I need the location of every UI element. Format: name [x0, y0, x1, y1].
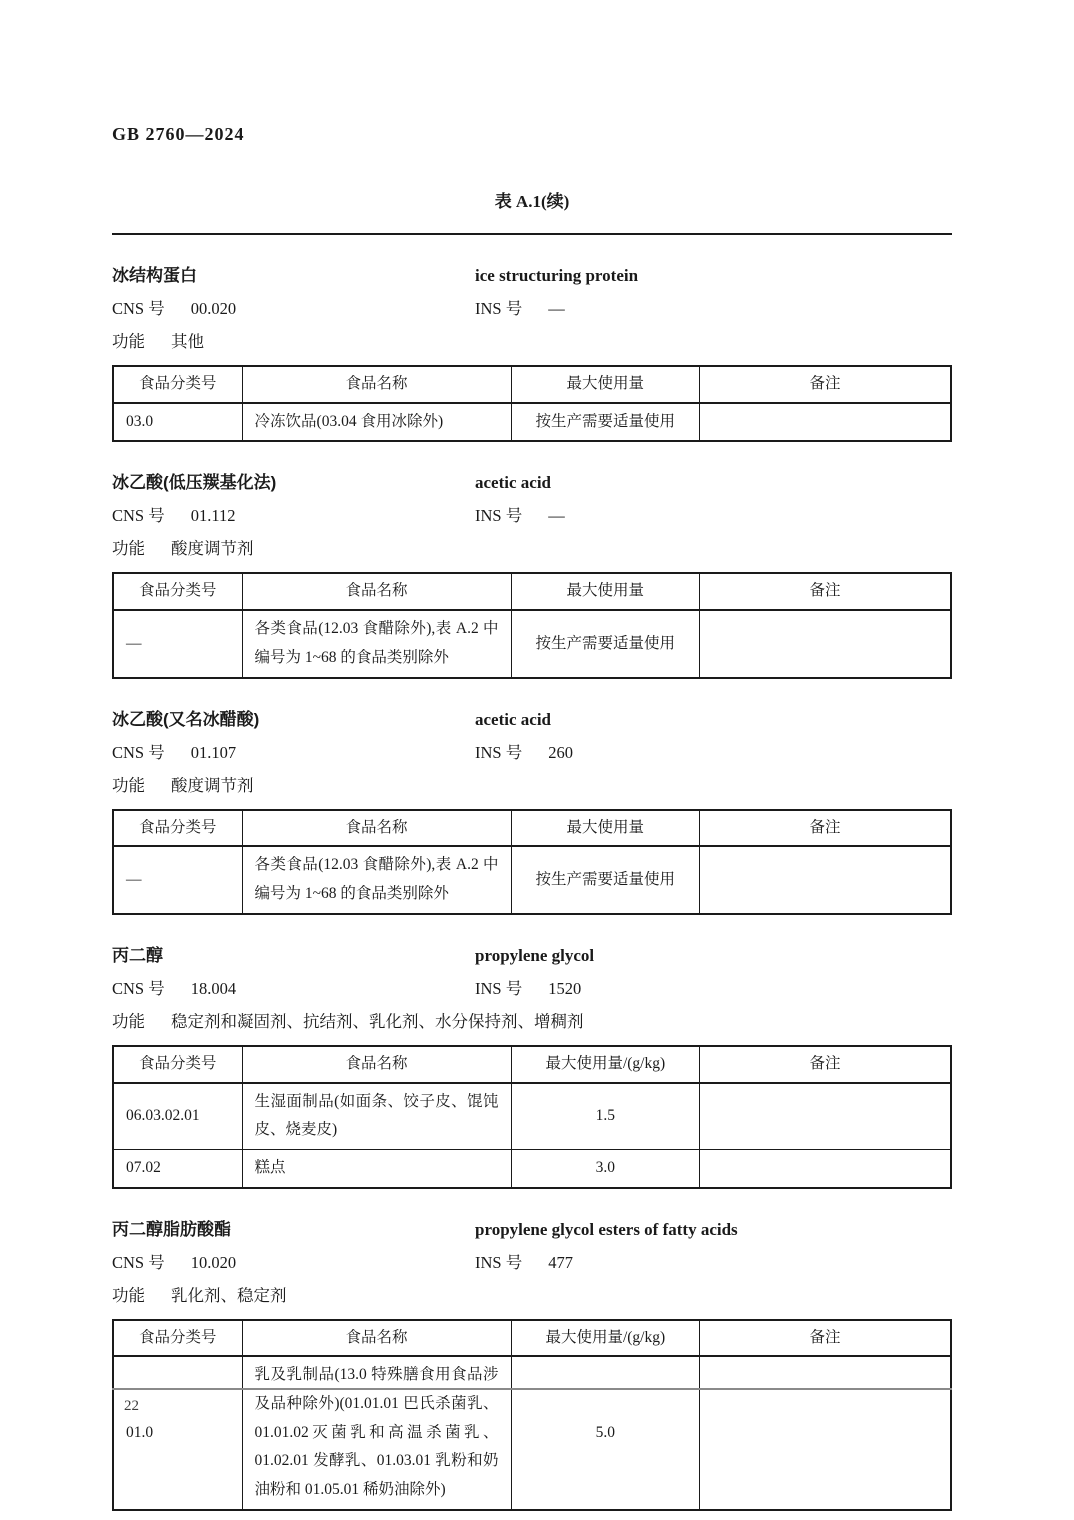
cns-line	[112, 502, 475, 526]
usage-table	[112, 1045, 952, 1189]
additive-section-propylene-glycol	[112, 941, 952, 1189]
function-label: 功能	[112, 332, 145, 351]
cns-value: 00.020	[190, 299, 237, 318]
cns-value: 01.107	[190, 742, 237, 762]
cell-max-usage: 按生产需要适量使用	[511, 846, 700, 913]
cell-category: —	[113, 610, 242, 677]
table-row	[113, 846, 951, 913]
usage-table	[112, 365, 952, 442]
header-food-name: 食品名称	[242, 810, 511, 847]
cell-food-name: 乳及乳制品(13.0 特殊膳食用食品涉及品种除外)(01.01.01 巴氏杀菌乳、01.01.02灭菌乳和高温杀菌乳、01.02.01 发酵乳、01.03.01 乳粉和奶油粉和 01.05.01 稀奶油除外)	[242, 1356, 511, 1509]
table-row	[113, 1149, 951, 1187]
cell-note	[700, 403, 951, 442]
header-note: 备注	[700, 1046, 951, 1083]
cell-max-usage: 按生产需要适量使用	[511, 610, 700, 677]
cell-food-name: 各类食品(12.03 食醋除外),表 A.2 中编号为 1~68 的食品类别除外	[242, 846, 511, 913]
cns-value: 18.004	[190, 978, 237, 998]
additive-section-glacial-acetic-acid	[112, 705, 952, 915]
function-line	[112, 535, 952, 559]
additive-name-en: propylene glycol esters of fatty acids	[475, 1219, 738, 1239]
cell-max-usage: 按生产需要适量使用	[511, 403, 700, 442]
usage-table	[112, 572, 952, 678]
additive-section-ice-structuring-protein	[112, 261, 952, 442]
ins-value: 260	[548, 742, 573, 762]
header-food-category: 食品分类号	[113, 573, 242, 610]
additive-name-en: ice structuring protein	[475, 266, 639, 285]
cell-category: —	[113, 846, 242, 913]
header-food-category: 食品分类号	[113, 810, 242, 847]
function-label: 功能	[112, 1011, 145, 1031]
header-food-category: 食品分类号	[113, 1320, 242, 1357]
additive-name-cn: 冰乙酸(低压羰基化法)	[112, 473, 277, 493]
page-content	[112, 0, 952, 1511]
header-food-category: 食品分类号	[113, 366, 242, 403]
title-rule	[112, 233, 952, 235]
header-max-usage: 最大使用量	[511, 810, 700, 847]
page-number: 22	[124, 1398, 139, 1414]
additive-name-en: acetic acid	[475, 709, 551, 729]
cell-note	[700, 1149, 951, 1187]
cell-food-name: 冷冻饮品(03.04 食用冰除外)	[242, 403, 511, 442]
header-max-usage: 最大使用量	[511, 573, 700, 610]
additive-name-en: propylene glycol	[475, 945, 595, 965]
cns-line	[112, 1249, 475, 1273]
cns-line	[112, 975, 475, 999]
cell-max-usage: 5.0	[511, 1356, 700, 1509]
ins-value: —	[548, 506, 565, 526]
function-line	[112, 328, 952, 352]
function-value: 其他	[171, 332, 204, 351]
ins-value: 477	[548, 1252, 573, 1272]
function-line	[112, 1008, 952, 1032]
table-row	[113, 1083, 951, 1150]
header-food-category: 食品分类号	[113, 1046, 242, 1083]
additive-section-acetic-acid-carbonylation	[112, 468, 952, 678]
cell-note	[700, 610, 951, 677]
standard-number: GB 2760—2024	[112, 124, 245, 144]
header-food-name: 食品名称	[242, 1046, 511, 1083]
ins-line	[475, 502, 952, 526]
additive-name-cn: 冰结构蛋白	[112, 266, 197, 285]
table-row	[113, 610, 951, 677]
additive-name-cn: 丙二醇脂肪酸酯	[112, 1219, 231, 1239]
header-max-usage: 最大使用量/(g/kg)	[511, 1046, 700, 1083]
header-max-usage: 最大使用量	[511, 366, 700, 403]
header-max-usage: 最大使用量/(g/kg)	[511, 1320, 700, 1357]
table-header-row	[113, 1320, 951, 1357]
footer-rule	[112, 1388, 952, 1390]
additive-name-en: acetic acid	[475, 473, 551, 493]
table-header-row	[113, 1046, 951, 1083]
table-row	[113, 1356, 951, 1509]
cns-label: CNS 号	[112, 1252, 165, 1272]
cns-label: CNS 号	[112, 299, 165, 318]
cell-food-name: 糕点	[242, 1149, 511, 1187]
function-label: 功能	[112, 1285, 145, 1305]
additive-name-cn: 丙二醇	[112, 945, 163, 965]
cell-category: 07.02	[113, 1149, 242, 1187]
additive-name-cn: 冰乙酸(又名冰醋酸)	[112, 709, 260, 729]
cell-category: 03.0	[113, 403, 242, 442]
function-value: 稳定剂和凝固剂、抗结剂、乳化剂、水分保持剂、增稠剂	[171, 1011, 584, 1031]
cns-line	[112, 739, 475, 763]
header-food-name: 食品名称	[242, 573, 511, 610]
cell-note	[700, 1083, 951, 1150]
ins-line	[475, 1249, 952, 1273]
header-note: 备注	[700, 810, 951, 847]
ins-label: INS 号	[475, 742, 523, 762]
ins-line	[475, 295, 952, 319]
header-food-name: 食品名称	[242, 1320, 511, 1357]
table-header-row	[113, 366, 951, 403]
ins-label: INS 号	[475, 299, 523, 318]
ins-line	[475, 975, 952, 999]
cns-value: 01.112	[190, 506, 236, 526]
cell-max-usage: 1.5	[511, 1083, 700, 1150]
header-note: 备注	[700, 366, 951, 403]
function-value: 乳化剂、稳定剂	[171, 1285, 287, 1305]
cell-note	[700, 846, 951, 913]
cns-label: CNS 号	[112, 978, 165, 998]
usage-table	[112, 1319, 952, 1511]
cell-category: 01.0	[113, 1356, 242, 1509]
usage-table	[112, 809, 952, 915]
cell-category: 06.03.02.01	[113, 1083, 242, 1150]
table-title: 表 A.1(续)	[494, 192, 570, 211]
function-line	[112, 772, 952, 796]
table-header-row	[113, 573, 951, 610]
additive-section-propylene-glycol-esters	[112, 1215, 952, 1511]
ins-value: 1520	[548, 978, 582, 998]
cns-label: CNS 号	[112, 506, 165, 526]
cell-note	[700, 1356, 951, 1509]
header-note: 备注	[700, 573, 951, 610]
function-value: 酸度调节剂	[171, 539, 254, 559]
cns-value: 10.020	[190, 1252, 237, 1272]
cell-food-name: 生湿面制品(如面条、饺子皮、馄饨皮、烧麦皮)	[242, 1083, 511, 1150]
function-label: 功能	[112, 775, 145, 795]
ins-value: —	[548, 299, 565, 318]
cell-max-usage: 3.0	[511, 1149, 700, 1187]
cns-label: CNS 号	[112, 742, 165, 762]
function-label: 功能	[112, 539, 145, 559]
ins-label: INS 号	[475, 1252, 523, 1272]
header-note: 备注	[700, 1320, 951, 1357]
function-line	[112, 1282, 952, 1306]
ins-label: INS 号	[475, 978, 523, 998]
function-value: 酸度调节剂	[171, 775, 254, 795]
header-food-name: 食品名称	[242, 366, 511, 403]
ins-line	[475, 739, 952, 763]
ins-label: INS 号	[475, 506, 523, 526]
table-row	[113, 403, 951, 442]
cns-line	[112, 295, 475, 319]
table-header-row	[113, 810, 951, 847]
cell-food-name: 各类食品(12.03 食醋除外),表 A.2 中编号为 1~68 的食品类别除外	[242, 610, 511, 677]
